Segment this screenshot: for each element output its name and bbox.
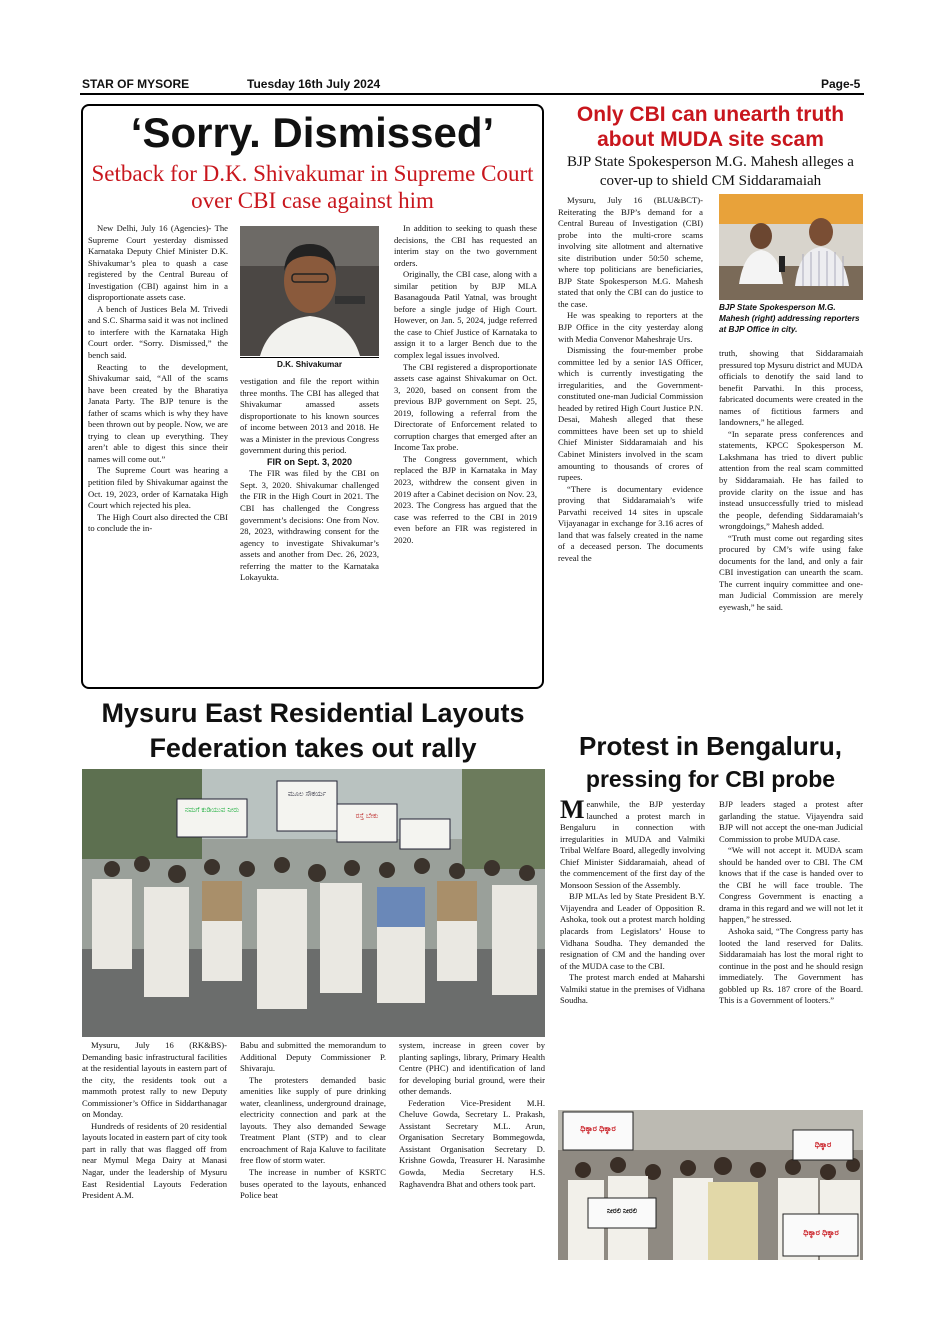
paragraph: BJP leaders staged a protest after garlanding the statue. Vijayendra said BJP will not accept the one-man Judicial Commission to probe MUDA case. (719, 799, 863, 844)
shivakumar-photo (240, 226, 379, 356)
story3-column-1 (82, 1040, 227, 1202)
story3-headline-line2: Federation takes out rally (149, 733, 477, 763)
mahesh-photo-caption: BJP State Spokesperson M.G. Mahesh (right) addressing reporters at BJP Office in city. (719, 303, 860, 334)
paragraph: “We will not accept it. MUDA scam should be handed over to CBI. The CM knows that if the case is handed over to the CBI he will face trouble. The Congress Government is enacting a drama in this regard and we will not let it happen,” he stressed. (719, 845, 863, 925)
paragraph: “There is documentary evidence proving that Siddaramaiah’s wife Parvathi received 14 sites in upscale Vijayanagar in exchange for 3.16 acres of land that was falsely created in the name of a deceased person. The documents reveal the (558, 483, 703, 563)
story2-column-2 (719, 348, 863, 614)
paragraph: Mysuru, July 16 (BLU&BCT)- Reiterating the BJP’s demand for a Central Bureau of Investigation (CBI) probe into the multi-crore scams involving site allotment and alternative site distribution under 50:50 scheme, where top politicians are beneficiaries, BJP State Spokesperson M.G. Mahesh stated that only the CBI can do justice to the case. (558, 195, 703, 309)
paragraph: He was speaking to reporters at the BJP Office in the city yesterday along with Media Convenor Maheshraje Urs. (558, 310, 703, 344)
story3-headline (78, 696, 548, 766)
story3-column-3 (399, 1040, 545, 1190)
story2-subheadline: BJP State Spokesperson M.G. Mahesh alleges a cover-up to shield CM Siddaramaiah (567, 154, 854, 189)
paragraph: vestigation and file the report within three months. The CBI has alleged that Shivakumar amassed assets disproportionate to his known sources of income between 2013 and 2018. He was a Minister in the previous Congress government during this period. (240, 376, 379, 456)
paragraph: The CBI registered a disproportionate assets case against Shivakumar on Oct. 3, 2020, based on consent from the previous BJP government on Sept. 25, 2019, following a referral from the Directorate of Enforcement related to corruption charges that emerged after an Income Tax probe. (394, 361, 537, 453)
paragraph: Reacting to the development, Shivakumar said, “All of the scams have been created by the Bharatiya Janata Party. The BJP tenure is the father of scams which is why they have been thrown out by people. Now, we are trying to clean up everything. They aren’t able to digest this since their names will come out.” (88, 361, 228, 464)
paragraph: BJP MLAs led by State President B.Y. Vijayendra and Leader of Opposition R. Ashoka, took out a protest march holding placards from Legislators’ House to Vidhana Soudha. They demanded the resignation of CM and the handing over of the MUDA case to the CBI. (560, 891, 705, 971)
paragraph: New Delhi, July 16 (Agencies)- The Supreme Court yesterday dismissed Karnataka Deputy Chief Minister D.K. Shivakumar’s plea to quash a case registered by the Central Bureau of Investigation (CBI) against him in a disproportionate assets case. (88, 223, 228, 303)
story4-column-2 (719, 799, 863, 1007)
paragraph: Federation Vice-President M.H. Cheluve Gowda, Secretary L. Prakash, Assistant Secretary M.L. Arun, Organisation Secretary Bommegowda, Assistant Organisation Secretary D. Krishne Gowda, Treasurer H. Narasimhe Gowda, Media Secretary H.S. Raghavendra Bhat and others took part. (399, 1097, 545, 1189)
paragraph: Hundreds of residents of 20 residential layouts located in eastern part of city took part in rally that was flagged off from near Mymul Mega Dairy at Manasi Nagar, under the leadership of Mysuru East Residential Layouts Federation President A.M. (82, 1120, 227, 1201)
issue-date: Tuesday 16th July 2024 (247, 77, 381, 91)
dropcap: M (560, 795, 585, 824)
paragraph: The Supreme Court was hearing a petition filed by Shivakumar against the Oct. 19, 2023, order of Karnataka High Court which rejected his plea. (88, 465, 228, 511)
paragraph: Originally, the CBI case, along with a similar petition by BJP MLA Basanagouda Patil Yatnal, was brought before a single judge of High Court. However, on Jan. 5, 2024, judge referred the case to Chief Justice of Karnataka to assign it to a larger Bench due to the complex legal issues involved. (394, 269, 537, 361)
paragraph: The High Court also directed the CBI to conclude the in- (88, 511, 228, 534)
paragraph: The FIR was filed by the CBI on Sept. 3, 2020. Shivakumar challenged the FIR in the High Court in 2021. The CBI has challenged the Congress government’s decisions: One from Nov. 28, 2023, withdrawing consent for the agency to investigate Shivakumar’s assets and another from Dec. 26, 2023, referring the matter to the Karnataka Lokayukta. (240, 468, 379, 583)
story3-headline-line1: Mysuru East Residential Layouts (101, 698, 525, 728)
protest-placard-4: ಧಿಕ್ಕಾರ ಧಿಕ್ಕಾರ (803, 1228, 839, 1237)
story1-subhead: FIR on Sept. 3, 2020 (266, 456, 353, 467)
paragraph: Dismissing the four-member probe committee led by a senior IAS Officer, which is currently investigating the irregularities, and the Government-constituted one-man Judicial Commission headed by retired High Court Justice P.N. Desai, Mahesh alleged that these committees have been set up to shield Chief Minister Siddaramaiah and his Cabinet Ministers involved in the scam amounting to thousands of crores of rupees. (558, 345, 703, 483)
story3-column-2 (240, 1040, 386, 1202)
story1-column-1 (88, 223, 228, 535)
story4-headline-line2: pressing for CBI probe (585, 766, 836, 792)
paragraph: system, increase in green cover by planting saplings, library, Primary Health Centre (PHC) and identification of land for developing burial ground, were their other demands. (399, 1040, 545, 1097)
story2-column-1 (558, 195, 703, 565)
paragraph: A bench of Justices Bela M. Trivedi and S.C. Sharma said it was not inclined to interfere with the Karnataka High Court order. “Sorry. Dismissed,” the bench said. (88, 303, 228, 361)
mahesh-press-photo (719, 194, 863, 300)
rally-placard-2: ಮೂಲ ಸೌಕರ್ಯ (287, 791, 327, 798)
story1-column-2 (240, 376, 379, 584)
story1-headline: ‘Sorry. Dismissed’ (130, 109, 495, 156)
page-number: Page-5 (821, 77, 861, 91)
story4-column-1 (560, 795, 705, 1007)
shivakumar-photo-caption: D.K. Shivakumar (240, 357, 379, 370)
paragraph: “Truth must come out regarding sites procured by CM’s wife using fake documents for the land, and only a fair CBI investigation can unearth the scam. The current inquiry committee and one-man Judicial Commission are merely eyewash,” he said. (719, 532, 863, 613)
lead-paragraph (560, 795, 705, 891)
lead-text: eanwhile, the BJP yesterday launched a protest march in Bengaluru in connection with irregularities in MUDA and Valmiki Tribal Welfare Board, allegedly involving Chief Minister Siddaramaiah, ahead of the commencement of the first day of the Monsoon Session of the Assembly. (560, 799, 705, 890)
story1-column-3 (394, 223, 537, 546)
protest-placard-1: ಧಿಕ್ಕಾರ ಧಿಕ್ಕಾರ (580, 1124, 616, 1133)
paragraph: The increase in number of KSRTC buses operated to the layouts, enhanced Police beat (240, 1167, 386, 1201)
paragraph: The protesters demanded basic amenities like supply of pure drinking water, cleanliness, underground drainage, electricity connection and park at the layouts. They also demanded Sewage Treatment Plant (STP) and to clear encroachment of Raja Kaluve to facilitate free flow of storm water. (240, 1074, 386, 1166)
paragraph: Mysuru, July 16 (RK&BS)- Demanding basic infrastructural facilities at the residential layouts in eastern part of the city, the residents took out a mammoth protest rally to new Deputy Commissioner’s Office in Siddarthanagar on Monday. (82, 1040, 227, 1120)
rally-photo (82, 769, 545, 1037)
paragraph: Babu and submitted the memorandum to Additional Deputy Commissioner P. Shivaraju. (240, 1040, 386, 1074)
protest-placard-2: ಧಿಕ್ಕಾರ (814, 1140, 832, 1149)
story4-headline-line1: Protest in Bengaluru, (579, 731, 842, 761)
paragraph: Ashoka said, “The Congress party has looted the land reserved for Dalits. Siddaramaiah has lost the moral right to continue in the post and he should resign immediately. The Government has gobbled up Rs. 187 crore of the Board. This is a Government of looters.” (719, 926, 863, 1006)
paragraph: truth, showing that Siddaramaiah pressured top Mysuru district and MUDA officials to denotify the said land to benefit Parvathi. In this process, fabricated documents were created in the names of fictitious farmers and landowners,” he alleged. (719, 348, 863, 428)
paragraph: The protest march ended at Maharshi Valmiki statue in the premises of Vidhana Soudha. (560, 972, 705, 1006)
rally-placard-3: ರಸ್ತೆ ಬೇಕು (355, 813, 379, 820)
story4-headline (553, 730, 868, 796)
protest-placard-3: ನೀರಲಿ ನೀರಲಿ (606, 1208, 638, 1215)
paper-name: STAR OF MYSORE (82, 77, 190, 91)
paragraph: In addition to seeking to quash these decisions, the CBI has requested an interim stay on the two government orders. (394, 223, 537, 268)
rally-placard-1: ನಮಗೆ ಕುಡಿಯುವ ನೀರು (184, 807, 240, 814)
story2-headline: Only CBI can unearth truth about MUDA site scam (576, 103, 845, 151)
story1-subheadline: Setback for D.K. Shivakumar in Supreme Court over CBI case against him (91, 161, 534, 213)
masthead-rule (80, 93, 864, 95)
paragraph: The Congress government, which replaced the BJP in Karnataka in May 2023, withdrew the consent given in 2019 after a Cabinet decision on Nov. 23, 2023. The Congress has argued that the case was referred to the CBI in 2019 even before an FIR was registered in 2020. (394, 453, 537, 545)
paragraph: “In separate press conferences and statements, KPCC Spokesperson M. Lakshmana has tried to divert public attention from the real scam committed by Siddaramaiah. He has failed to provide clarity on the issue and has instead unsuccessfully tried to mislead the people, defending Siddaramaiah’s wrongdoings,” Mahesh added. (719, 428, 863, 532)
bengaluru-protest-photo (558, 1110, 863, 1260)
